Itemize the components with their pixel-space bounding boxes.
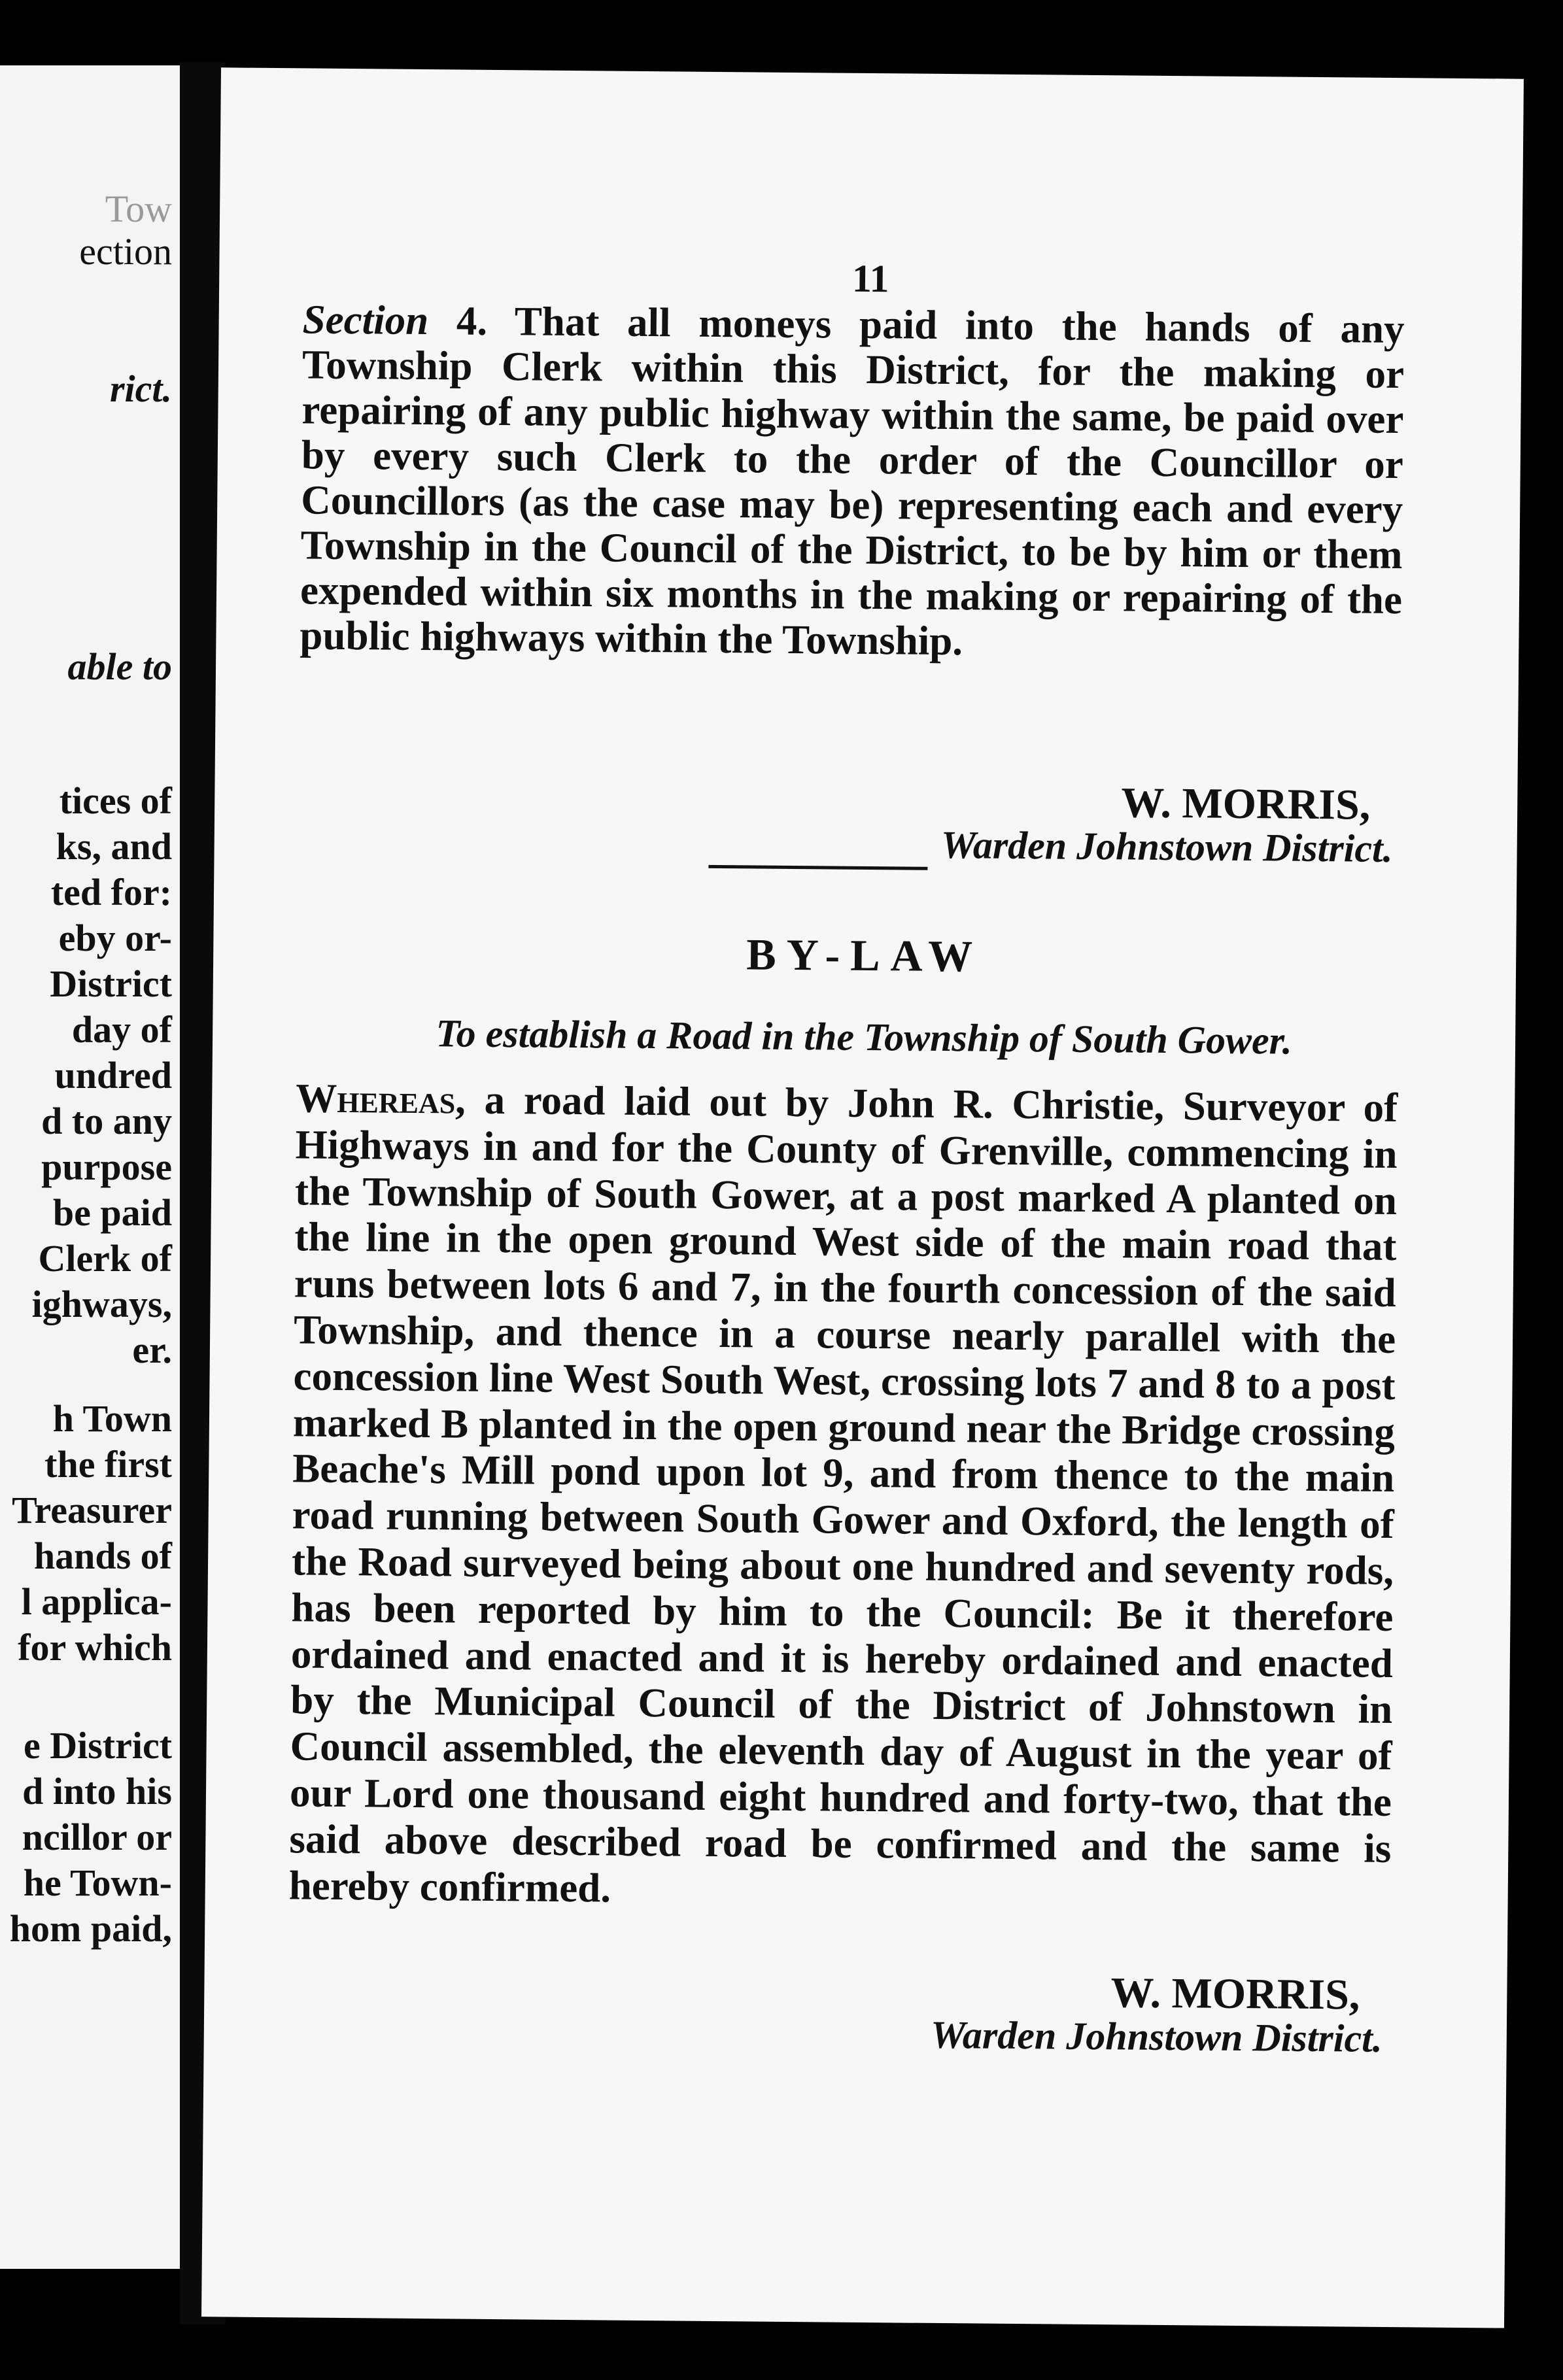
section-signature: W. MORRIS, bbox=[1121, 779, 1371, 829]
bylaw-lead-word: Whereas, bbox=[295, 1075, 466, 1123]
facing-page-fragment: eby or- bbox=[58, 917, 172, 959]
section-number: 4. bbox=[456, 298, 488, 344]
facing-page-fragment: he Town- bbox=[23, 1862, 172, 1904]
facing-page-fragment: hom paid, bbox=[9, 1907, 172, 1950]
facing-page-fragment: Tow bbox=[105, 188, 172, 230]
facing-page-fragment: hands of bbox=[33, 1535, 172, 1577]
facing-page-fragment: e District bbox=[23, 1724, 172, 1767]
bylaw-signature-title: Warden Johnstown District. bbox=[930, 2013, 1383, 2060]
facing-page-fragment: ted for: bbox=[50, 871, 172, 913]
section-4-paragraph bbox=[300, 297, 1405, 668]
facing-page-fragment: d into his bbox=[22, 1770, 172, 1812]
facing-page-fragment: day of bbox=[71, 1008, 172, 1051]
bylaw-body: a road laid out by John R. Christie, Surveyor of Highways in and for the County of Grenville, commencing in the Township of South Gower, at a post marked A planted on the line in the open ground West side of the main road that runs between lots 6 and 7, in the fourth concession of the said Township, and thence in a course nearly parallel with the concession line West South West, crossing lots 7 and 8 to a post marked B planted in the open ground near the Bridge crossing Beache's Mill pond upon lot 9, and from thence to the main road running between South Gower and Oxford, the length of the Road surveyed being about one hundred and seventy rods, has been reported by him to the Council: Be it therefore ordained and enacted and it is hereby ordained and enacted by the Municipal Council of the District of Johnstown in Council assembled, the eleventh day of August in the year of our Lord one thousand eight hundred and forty-two, that the said above described road be confirmed and the same is hereby confirmed. bbox=[288, 1076, 1398, 1911]
facing-page-fragment: for which bbox=[18, 1626, 172, 1669]
facing-page-fragment: Clerk of bbox=[38, 1237, 172, 1280]
bylaw-subtitle: To establish a Road in the Township of South Gower. bbox=[436, 1012, 1293, 1062]
page-number: 11 bbox=[851, 256, 889, 301]
facing-page-fragment: able to bbox=[67, 645, 172, 688]
facing-page-fragment: d to any bbox=[41, 1100, 172, 1142]
section-divider bbox=[708, 865, 927, 870]
facing-page-fragment: District bbox=[50, 962, 172, 1005]
facing-page-fragment: ighways, bbox=[31, 1283, 172, 1325]
section-body: That all moneys paid into the hands of any Township Clerk within this District, for the making or repairing of any public highway within the same, be paid over by every such Clerk to the order of the Councillor or Councillors (as the case may be) representing each and every Township in the Council of the District, to be by him or them expended within six months in the making or repairing of the public highways within the Township. bbox=[300, 298, 1405, 664]
facing-page-fragment: be paid bbox=[52, 1191, 172, 1234]
document-page bbox=[201, 67, 1524, 2328]
bylaw-heading: BY-LAW bbox=[746, 929, 984, 981]
facing-page-fragment: purpose bbox=[41, 1146, 172, 1188]
facing-page-fragment: h Town bbox=[52, 1397, 172, 1440]
facing-page-fragment: undred bbox=[54, 1054, 172, 1096]
facing-page-fragment: er. bbox=[132, 1329, 172, 1371]
section-label: Section bbox=[302, 296, 429, 344]
facing-page-fragment: ks, and bbox=[56, 825, 172, 868]
bylaw-signature: W. MORRIS, bbox=[1110, 1969, 1360, 2019]
facing-page-fragment: rict. bbox=[109, 367, 172, 410]
facing-page-fragment: tices of bbox=[59, 779, 172, 822]
facing-page-fragment: Treasurer bbox=[12, 1489, 172, 1531]
facing-page-fragment: ncillor or bbox=[22, 1816, 172, 1858]
facing-page-fragment: the first bbox=[44, 1443, 172, 1486]
section-signature-title: Warden Johnstown District. bbox=[940, 823, 1393, 870]
bylaw-paragraph bbox=[288, 1075, 1398, 1918]
facing-page-fragment: l applica- bbox=[21, 1580, 172, 1623]
facing-page-fragment: ection bbox=[79, 230, 172, 273]
facing-page bbox=[0, 65, 180, 2269]
